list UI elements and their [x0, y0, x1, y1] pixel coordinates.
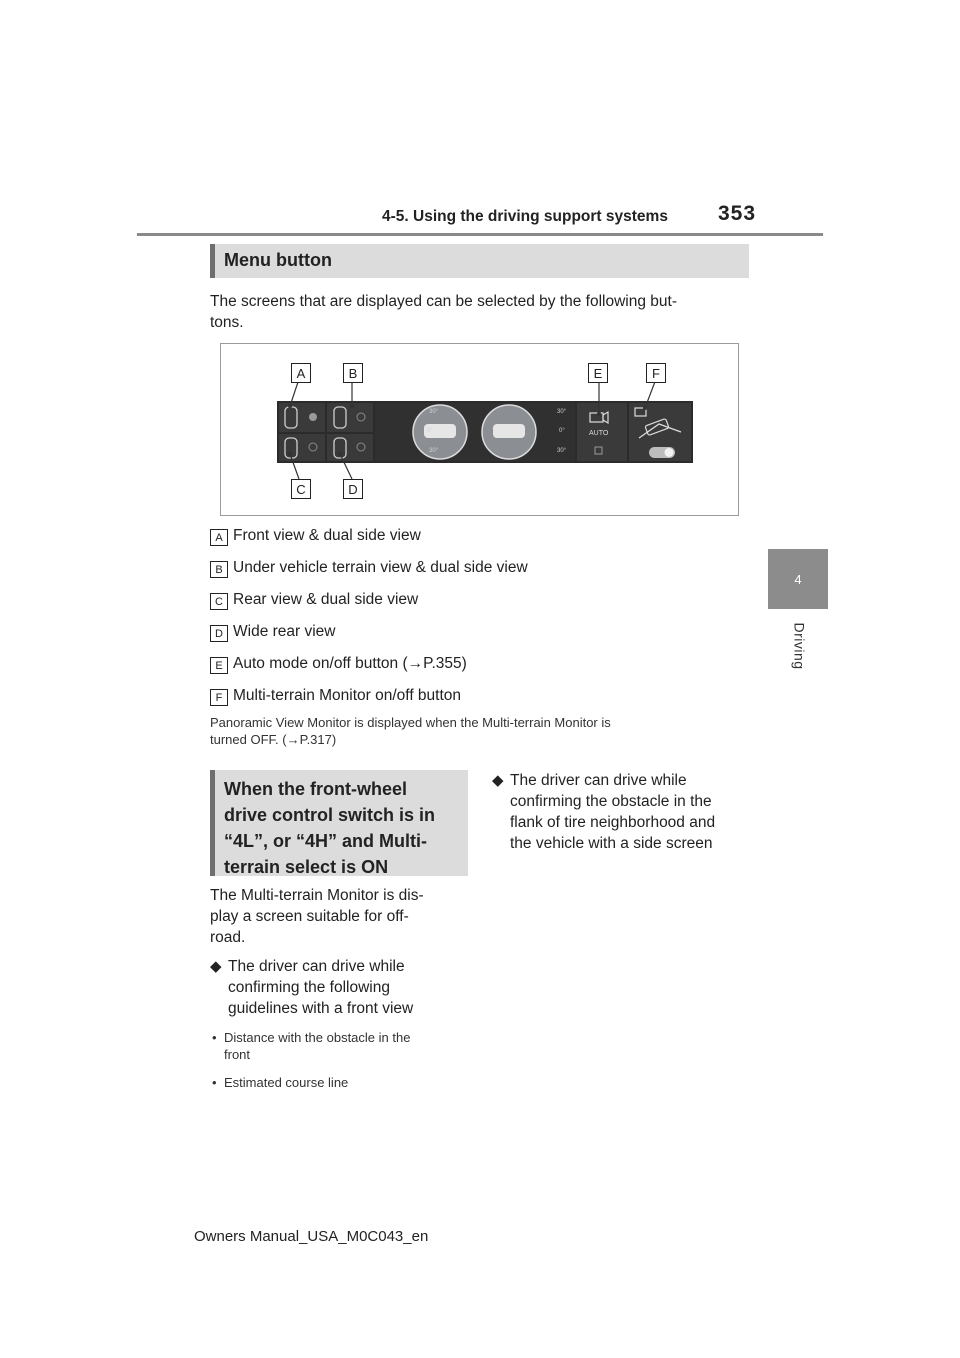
menu-intro	[210, 291, 755, 333]
callout-d: D	[343, 479, 363, 499]
bullet-line: confirming the obstacle in the	[510, 793, 712, 810]
legend-key: C	[210, 593, 228, 610]
chapter-label-text: Driving	[791, 622, 808, 670]
menu-intro-line: The screens that are displayed can be selected by the following but-	[210, 293, 677, 310]
bullet-front-view	[210, 956, 472, 1022]
menu-screen-figure	[220, 343, 739, 516]
terrain-heading-line: drive control switch is in	[224, 805, 436, 825]
diamond-bullet-icon: ◆	[492, 772, 504, 789]
bullet-line: The driver can drive while	[510, 772, 687, 789]
bullet-line: The driver can drive while	[228, 958, 405, 975]
footer-manual-id: Owners Manual_USA_M0C043_en	[194, 1228, 429, 1245]
callout-c: C	[291, 479, 311, 499]
dot-bullet-icon: •	[212, 1075, 217, 1090]
radio-selected-icon	[309, 413, 317, 421]
page-number: 353	[718, 202, 757, 225]
legend-key: D	[210, 625, 228, 642]
legend-item	[210, 591, 750, 615]
menu-note-line: turned OFF. (→P.317)	[210, 732, 337, 747]
legend-item	[210, 623, 750, 647]
terrain-heading-line: terrain select is ON	[224, 857, 389, 877]
legend-key: E	[210, 657, 228, 674]
auto-label: AUTO	[589, 430, 609, 437]
legend-text: Under vehicle terrain view & dual side view	[233, 559, 528, 576]
terrain-heading-line: When the front-wheel	[224, 779, 407, 799]
legend-key: F	[210, 689, 228, 706]
menu-note-line: Panoramic View Monitor is displayed when the Multi-terrain Monitor is	[210, 715, 611, 730]
dot-bullet-icon: •	[212, 1030, 217, 1045]
header-divider	[137, 233, 823, 236]
legend-item	[210, 655, 750, 679]
legend-text: Wide rear view	[233, 623, 336, 640]
terrain-body	[210, 885, 470, 948]
sub-bullet-line: Distance with the obstacle in the	[224, 1030, 411, 1045]
callout-e: E	[588, 363, 608, 383]
legend-item	[210, 687, 750, 711]
terrain-body-line: play a screen suitable for off-	[210, 908, 409, 925]
legend-item	[210, 527, 750, 551]
menu-intro-line: tons.	[210, 314, 244, 331]
sub-bullet-line: front	[224, 1047, 251, 1062]
section-title: 4-5. Using the driving support systems	[382, 208, 668, 225]
vehicle-rear-icon	[493, 424, 525, 438]
angle-label: 30°	[429, 409, 439, 415]
menu-button-heading: Menu button	[210, 244, 749, 278]
legend-text: Front view & dual side view	[233, 527, 421, 544]
legend-key: B	[210, 561, 228, 578]
chapter-number: 4	[794, 571, 802, 587]
angle-label: 0°	[559, 428, 565, 434]
legend-text: Auto mode on/off button (→P.355)	[233, 655, 467, 672]
angle-label: 30°	[429, 448, 439, 454]
angle-label: 0°	[427, 428, 433, 434]
chapter-tab	[768, 549, 828, 609]
callout-b: B	[343, 363, 363, 383]
callout-a: A	[291, 363, 311, 383]
bullet-line: flank of tire neighborhood and	[510, 814, 716, 831]
menu-note	[210, 714, 755, 748]
bullet-side-screen	[492, 770, 754, 860]
legend-item	[210, 559, 750, 583]
sub-bullet-distance	[212, 1029, 472, 1065]
angle-label: 30°	[557, 409, 567, 415]
terrain-body-line: road.	[210, 929, 246, 946]
callout-f: F	[646, 363, 666, 383]
terrain-heading	[210, 770, 468, 876]
bullet-line: confirming the following	[228, 979, 390, 996]
sub-bullet-line: Estimated course line	[224, 1075, 349, 1090]
bullet-line: the vehicle with a side screen	[510, 835, 713, 852]
sub-bullet-course-line	[212, 1074, 472, 1092]
terrain-heading-line: “4L”, or “4H” and Multi-	[224, 831, 428, 851]
diamond-bullet-icon: ◆	[210, 958, 222, 975]
legend-key: A	[210, 529, 228, 546]
terrain-body-line: The Multi-terrain Monitor is dis-	[210, 887, 424, 904]
legend-text: Rear view & dual side view	[233, 591, 419, 608]
chapter-label	[768, 618, 828, 678]
bullet-line: guidelines with a front view	[228, 1000, 414, 1017]
angle-label: 30°	[557, 448, 567, 454]
legend-text: Multi-terrain Monitor on/off button	[233, 687, 462, 704]
